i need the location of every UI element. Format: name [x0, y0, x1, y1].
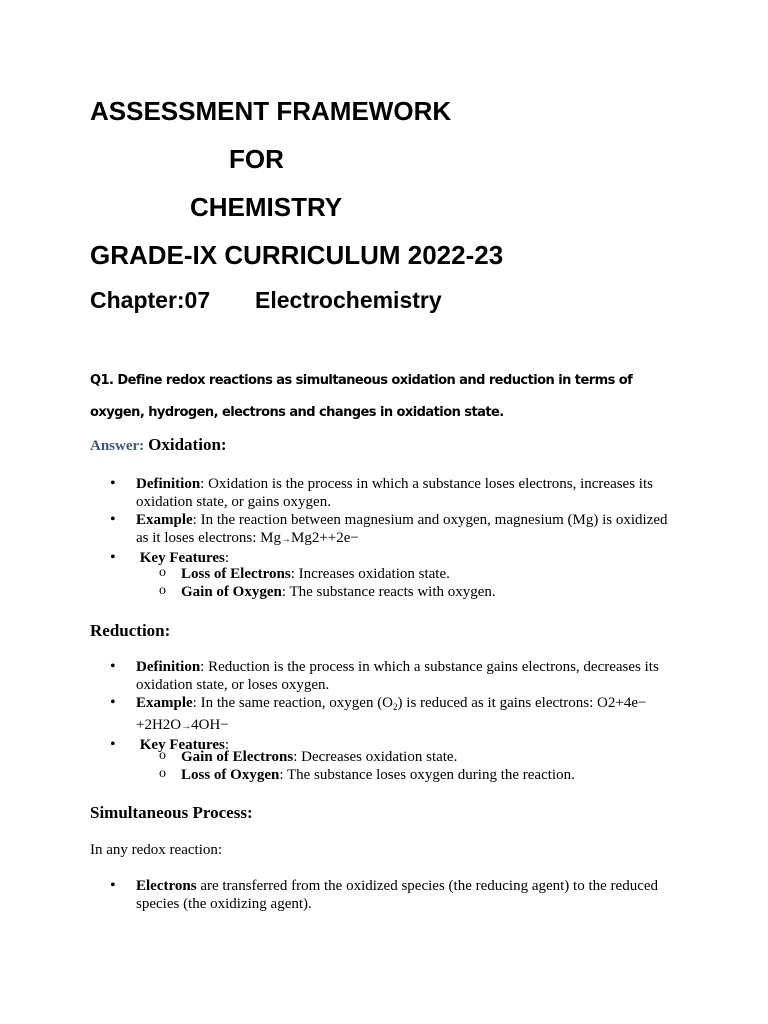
- question-line-1: Q1. Define redox reactions as simultaneous oxidation and reduction in terms of: [90, 373, 633, 388]
- chapter-name: Electrochemistry: [255, 287, 442, 313]
- reduction-sublist: [157, 748, 657, 784]
- list-item: [110, 877, 680, 913]
- arrow-symbol: →: [280, 534, 291, 545]
- term: Electrons: [136, 878, 197, 894]
- title-line-3: CHEMISTRY: [190, 192, 343, 222]
- oxidation-sublist: [157, 565, 657, 601]
- text: : In the same reaction, oxygen (O: [192, 695, 394, 711]
- oxidation-heading: Oxidation:: [148, 435, 227, 454]
- text: : Decreases oxidation state.: [293, 749, 458, 765]
- list-item: [110, 658, 680, 694]
- term: Definition: [136, 659, 201, 675]
- subscript: 2: [393, 702, 398, 712]
- answer-heading: [90, 435, 227, 455]
- text: : Reduction is the process in which a substance gains electrons, decreases its oxidation state, or loses oxygen.: [136, 659, 659, 693]
- list-item: [157, 748, 657, 766]
- term: Gain of Electrons: [181, 749, 294, 765]
- chapter-number: Chapter:07: [90, 287, 211, 313]
- reduction-list: [110, 658, 680, 754]
- term: Loss of Oxygen: [181, 767, 280, 783]
- simultaneous-intro: In any redox reaction:: [90, 842, 223, 858]
- list-item: [157, 565, 657, 583]
- text: +2H2O: [136, 717, 182, 733]
- term: Example: [136, 695, 193, 711]
- term: Key Features: [139, 550, 225, 566]
- answer-label: Answer:: [90, 438, 145, 454]
- text: ) is reduced as it gains electrons: O2+4e−: [397, 695, 647, 711]
- simultaneous-heading: Simultaneous Process:: [90, 803, 253, 822]
- text: :: [224, 550, 230, 566]
- text: : Increases oxidation state.: [290, 566, 450, 582]
- text: : In the reaction between magnesium and oxygen, magnesium (Mg) is oxidized as it loses electrons: Mg: [136, 512, 668, 546]
- list-item: [157, 583, 657, 601]
- term: Example: [136, 512, 193, 528]
- reduction-heading: Reduction:: [90, 621, 171, 640]
- simultaneous-list: [110, 877, 680, 913]
- term: Definition: [136, 476, 201, 492]
- text: Mg2++2e−: [290, 530, 359, 546]
- term: Key Features: [139, 737, 225, 753]
- oxidation-list: [110, 475, 680, 567]
- term: Gain of Oxygen: [181, 584, 282, 600]
- list-item: [110, 475, 680, 511]
- list-item: [110, 511, 680, 549]
- text: 4OH−: [191, 717, 229, 733]
- list-item: [110, 694, 680, 736]
- question-line-2: oxygen, hydrogen, electrons and changes in oxidation state.: [90, 405, 504, 420]
- text: : The substance loses oxygen during the reaction.: [279, 767, 575, 783]
- list-item: [157, 766, 657, 784]
- title-line-1: ASSESSMENT FRAMEWORK: [90, 96, 452, 126]
- text: are transferred from the oxidized species (the reducing agent) to the reduced species (the oxidizing agent).: [136, 878, 659, 912]
- text: : Oxidation is the process in which a substance loses electrons, increases its oxidation state, or gains oxygen.: [136, 476, 653, 510]
- title-line-4: GRADE-IX CURRICULUM 2022-23: [90, 240, 504, 270]
- text: :: [224, 737, 230, 753]
- text: : The substance reacts with oxygen.: [281, 584, 496, 600]
- term: Loss of Electrons: [181, 566, 291, 582]
- title-line-2: FOR: [229, 144, 284, 174]
- arrow-symbol: →: [181, 721, 192, 732]
